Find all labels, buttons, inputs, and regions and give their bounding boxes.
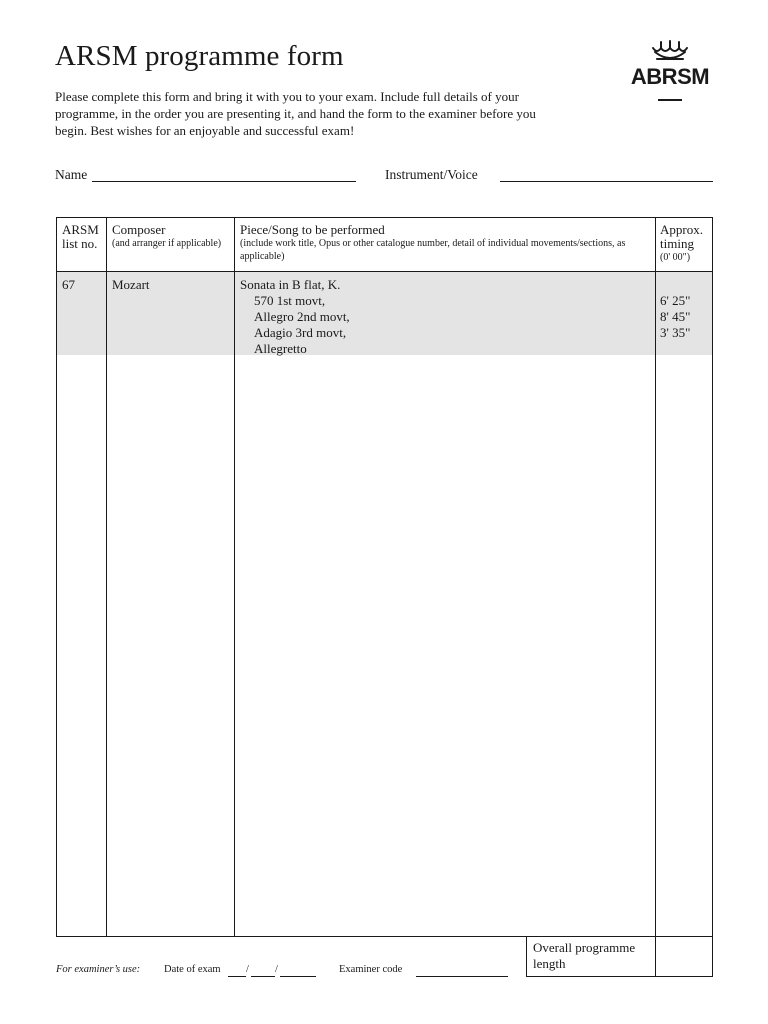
- date-year-field[interactable]: [280, 976, 316, 977]
- header-divider: [57, 271, 712, 272]
- header-timing-note: (0' 00"): [660, 252, 691, 263]
- instrument-field[interactable]: [500, 181, 713, 182]
- date-separator: /: [275, 964, 278, 975]
- timing-value: 3' 35": [660, 325, 691, 340]
- header-timing: [660, 223, 712, 264]
- row-list-no[interactable]: 67: [62, 277, 75, 292]
- piece-line: 570 1st movt,: [254, 293, 326, 308]
- examiner-code-field[interactable]: [416, 976, 508, 977]
- date-month-field[interactable]: [251, 976, 275, 977]
- name-label: Name: [55, 167, 88, 182]
- header-piece-label: Piece/Song to be performed: [240, 222, 385, 237]
- header-composer-label: Composer: [112, 222, 166, 237]
- column-divider: [234, 218, 235, 936]
- date-day-field[interactable]: [228, 976, 246, 977]
- header-piece-note: (include work title, Opus or other catalogue number, detail of individual movements/sections, as applicable): [240, 238, 626, 262]
- header-timing-label: Approx. timing: [660, 222, 703, 251]
- overall-length-field[interactable]: [655, 938, 712, 976]
- piece-line: Sonata in B flat, K.: [240, 277, 341, 292]
- programme-table: [56, 217, 713, 937]
- header-list-no: ARSM list no.: [62, 222, 99, 251]
- date-separator: /: [246, 964, 249, 975]
- column-divider: [655, 218, 656, 936]
- crown-icon: [649, 40, 691, 64]
- row-timings[interactable]: [660, 293, 690, 341]
- piece-line: Allegretto: [254, 341, 307, 356]
- examiner-use-label: For examiner’s use:: [56, 964, 141, 975]
- intro-text: Please complete this form and bring it with you to your exam. Include full details of your programme, in the order you are presenting it, and hand the form to the examiner before you begin. Best wishes for an enjoyable and successful exam!: [55, 89, 536, 138]
- instrument-label: Instrument/Voice: [385, 167, 478, 182]
- page-title: ARSM programme form: [55, 40, 344, 72]
- logo-underline: [658, 99, 682, 101]
- name-field[interactable]: [92, 181, 356, 182]
- date-of-exam-label: Date of exam: [164, 964, 221, 975]
- column-divider: [106, 218, 107, 936]
- piece-line: Allegro 2nd movt,: [254, 309, 350, 324]
- logo-wordmark: ABRSM: [630, 64, 710, 89]
- row-piece[interactable]: [240, 277, 640, 357]
- examiner-code-label: Examiner code: [339, 964, 403, 975]
- header-piece: [240, 223, 650, 263]
- overall-length-label: Overall programme length: [533, 940, 636, 971]
- abrsm-logo: [624, 40, 716, 104]
- header-composer-note: (and arranger if applicable): [112, 238, 222, 249]
- row-composer[interactable]: Mozart: [112, 277, 150, 292]
- piece-line: Adagio 3rd movt,: [254, 325, 347, 340]
- timing-value: 8' 45": [660, 309, 691, 324]
- timing-value: 6' 25": [660, 293, 691, 308]
- header-composer: [112, 223, 230, 250]
